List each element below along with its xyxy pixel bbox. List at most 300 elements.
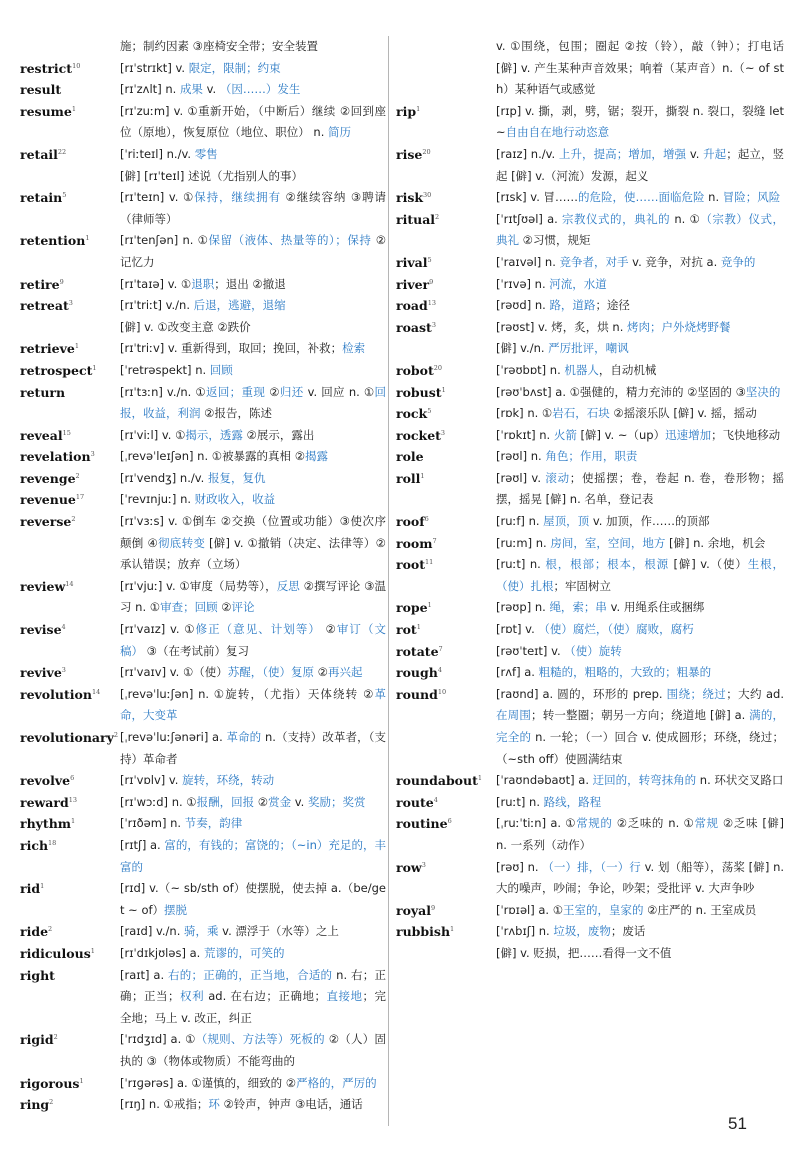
headword-text: revelation bbox=[20, 449, 91, 465]
definition bbox=[120, 274, 386, 296]
definition bbox=[120, 36, 386, 58]
headword bbox=[20, 360, 120, 382]
definition bbox=[496, 360, 784, 382]
highlighted-meaning: 自由自在地行动恣意 bbox=[505, 125, 610, 140]
definition-text: v. bbox=[686, 146, 704, 161]
frequency-count: 30 bbox=[423, 191, 432, 199]
highlighted-meaning: 反思 bbox=[276, 578, 300, 593]
definition-text: [ˌruːˈtiːn] a. ① bbox=[496, 816, 577, 831]
entry-revenge bbox=[20, 468, 386, 490]
definition bbox=[496, 533, 784, 555]
definition-text: [rɪˈtriːt] v./n. bbox=[120, 298, 194, 313]
definition bbox=[496, 252, 784, 274]
definition-text: [rɪˈstrɪkt] v. bbox=[120, 60, 189, 75]
definition bbox=[496, 792, 784, 814]
headword-text: ridiculous bbox=[20, 945, 91, 961]
highlighted-meaning: 革命，大变革 bbox=[120, 686, 386, 723]
definition bbox=[120, 1029, 386, 1072]
entry-rid bbox=[20, 878, 386, 921]
definition bbox=[120, 468, 386, 490]
definition-text: ②摇滚乐队 [僻] v. 摇，摇动 bbox=[609, 406, 757, 421]
highlighted-meaning: 苏醒，（使）复原 bbox=[227, 665, 315, 680]
entry-reward bbox=[20, 792, 386, 814]
definition bbox=[120, 360, 386, 382]
definition-text: n. bbox=[704, 190, 723, 205]
headword-text: reverse bbox=[20, 514, 72, 530]
headword-text: role bbox=[396, 449, 424, 465]
definition-text: [rɪˈteɪn] v. ① bbox=[120, 190, 195, 205]
definition-text: [rɪp] v. 撕，剥，劈，锯；裂开，撕裂 n. 裂口，裂缝 let~ bbox=[496, 103, 784, 140]
entry-robot bbox=[396, 360, 784, 382]
highlighted-meaning: 房间，室，空间，地方 bbox=[550, 535, 666, 550]
frequency-count: 1 bbox=[40, 882, 45, 890]
definition-text: v. ①围绕，包围；圈起 ②按（铃），敲（钟）；打电话 [僻] v. 产生某种声音效果；响着（某声音）n.（~ of sth）某种语气或感觉 bbox=[496, 39, 784, 97]
highlighted-meaning: 报酬，回报 bbox=[196, 794, 255, 809]
frequency-count: 14 bbox=[91, 687, 101, 696]
definition-text: [rɪˈtriːv] v. 重新得到，取回；挽回，补救； bbox=[120, 341, 343, 356]
highlighted-meaning: 修正（意见、计划等） bbox=[195, 622, 321, 637]
highlighted-meaning: 滚动 bbox=[545, 470, 570, 485]
headword-text: retreat bbox=[20, 298, 69, 314]
entry-rocket bbox=[396, 425, 784, 447]
definition bbox=[496, 403, 784, 425]
headword-text: root bbox=[396, 557, 426, 573]
definition bbox=[496, 684, 784, 770]
definition-text: v. bbox=[291, 794, 308, 809]
definition-text: ；转一整圈；朝另一方向；绕道地 [僻] a. bbox=[531, 708, 750, 723]
headword-text: retire bbox=[20, 276, 60, 292]
definition-text: ，自动机械 bbox=[598, 362, 657, 377]
entry-restrict bbox=[20, 58, 386, 80]
definition-text: [rɒt] v. bbox=[496, 622, 539, 637]
frequency-count: 4 bbox=[433, 795, 438, 804]
entry-role bbox=[396, 446, 784, 468]
definition bbox=[496, 900, 784, 922]
headword bbox=[20, 576, 120, 619]
frequency-count: 1 bbox=[74, 342, 79, 351]
frequency-count: 7 bbox=[432, 536, 437, 545]
frequency-count: 1 bbox=[71, 817, 76, 826]
headword bbox=[396, 857, 496, 900]
entry-rough bbox=[396, 662, 784, 684]
definition-text: n. 环状交叉路口 bbox=[696, 773, 784, 788]
highlighted-meaning: 零售 bbox=[194, 146, 218, 161]
frequency-count: 5 bbox=[427, 255, 432, 264]
headword-text: rocket bbox=[396, 427, 441, 443]
definition bbox=[496, 425, 784, 447]
headword-text: rhythm bbox=[20, 816, 72, 832]
frequency-count: 1 bbox=[90, 946, 95, 955]
headword bbox=[396, 900, 496, 922]
entry-revelation bbox=[20, 446, 386, 468]
definition-text: [raɪz] n./v. bbox=[496, 146, 559, 161]
definition-text: ②记忆力 bbox=[120, 233, 387, 269]
headword-text: rot bbox=[396, 622, 417, 638]
headword-text: retention bbox=[20, 233, 86, 249]
headword bbox=[20, 662, 120, 684]
definition-text: ad. 在右边；正确地； bbox=[204, 989, 326, 1004]
entry-robust bbox=[396, 382, 784, 404]
definition-text: [ruːm] n. bbox=[496, 535, 551, 550]
entry-round bbox=[396, 684, 784, 770]
definition-text: [rəʊ] n. bbox=[496, 859, 543, 874]
definition-text: [ˈrʌbɪʃ] n. bbox=[496, 924, 554, 939]
definition-text: ；废话 bbox=[610, 924, 646, 939]
headword-text: rope bbox=[396, 600, 428, 616]
highlighted-meaning: 财政收入，收益 bbox=[194, 492, 276, 507]
headword bbox=[20, 835, 120, 878]
entry-rhythm bbox=[20, 813, 386, 835]
definition-text: [ˈrɪdʒɪd] a. ① bbox=[120, 1032, 196, 1047]
headword bbox=[20, 425, 120, 447]
headword bbox=[20, 144, 120, 187]
highlighted-meaning: 后退，逃避，退缩 bbox=[193, 298, 286, 313]
definition-text: ②（人）固执的 ③（物体或物质）不能弯曲的 bbox=[120, 1032, 387, 1068]
definition bbox=[496, 597, 784, 619]
highlighted-meaning: 岩石，石块 bbox=[552, 406, 610, 421]
headword-text: roast bbox=[396, 319, 432, 335]
headword-text: restrict bbox=[20, 60, 73, 76]
definition bbox=[120, 101, 386, 144]
headword bbox=[396, 187, 496, 209]
entry-retrieve bbox=[20, 338, 386, 360]
definition-text: 施；制约因素 ③座椅安全带；安全装置 bbox=[120, 39, 318, 53]
headword-text: resume bbox=[20, 103, 72, 119]
highlighted-meaning: 路线，路程 bbox=[543, 794, 602, 809]
highlighted-meaning: 富的，有钱的；富饶的；（~in）充足的，丰富的 bbox=[120, 837, 386, 874]
headword-text: river bbox=[396, 276, 430, 292]
entry-risk bbox=[396, 187, 784, 209]
headword bbox=[20, 58, 120, 80]
headword bbox=[396, 619, 496, 641]
headword-text: routine bbox=[396, 816, 448, 832]
definition-text: [rɪˈtenʃən] n. ① bbox=[120, 233, 209, 248]
definition bbox=[120, 1073, 386, 1095]
highlighted-meaning: 严格的，严厉的 bbox=[296, 1075, 377, 1090]
definition bbox=[120, 684, 386, 727]
entry-rope bbox=[396, 597, 784, 619]
frequency-count: 2 bbox=[48, 925, 53, 934]
definition-text: v. 竞争，对抗 a. bbox=[628, 254, 721, 269]
headword-text: review bbox=[20, 578, 66, 594]
entry-reverse bbox=[20, 511, 386, 576]
headword-text: rigid bbox=[20, 1032, 54, 1048]
definition bbox=[120, 382, 386, 425]
definition-text: [rɪˈzʌlt] n. bbox=[120, 82, 180, 97]
highlighted-meaning: 在周围 bbox=[496, 708, 532, 723]
highlighted-meaning: 保留（液体、热量等的）；保持 bbox=[208, 233, 372, 248]
entry-road bbox=[396, 295, 784, 317]
frequency-count: 20 bbox=[422, 147, 431, 156]
entry-revolutionary bbox=[20, 727, 386, 770]
definition-text: [rɪˈwɔːd] n. ① bbox=[120, 794, 197, 809]
definition bbox=[120, 230, 386, 273]
entry-ride bbox=[20, 921, 386, 943]
highlighted-meaning: 回报，收益，利润 bbox=[120, 384, 386, 421]
headword-text: rotate bbox=[396, 643, 439, 659]
frequency-count: 14 bbox=[65, 579, 74, 588]
entry-root bbox=[396, 554, 784, 597]
highlighted-meaning: 节奏，韵律 bbox=[184, 816, 243, 831]
frequency-count: 3 bbox=[431, 320, 436, 329]
entry-rock bbox=[396, 403, 784, 425]
definition-text: [rɪˈvendʒ] n./v. bbox=[120, 470, 208, 485]
frequency-count: 3 bbox=[90, 450, 95, 459]
highlighted-meaning: 报复，复仇 bbox=[207, 470, 266, 485]
definition-text: ②庄严的 n. 王室成员 bbox=[643, 902, 757, 917]
headword-text: ride bbox=[20, 924, 49, 940]
highlighted-meaning: 赏金 bbox=[268, 794, 292, 809]
definition-text: [rəʊˈbʌst] a. ①强健的，精力充沛的 ②坚固的 ③ bbox=[496, 384, 746, 399]
headword-text: rival bbox=[396, 254, 428, 270]
frequency-count: 7 bbox=[438, 644, 443, 653]
entry-roof bbox=[396, 511, 784, 533]
highlighted-meaning: 迅速增加 bbox=[665, 427, 712, 442]
headword bbox=[396, 641, 496, 663]
entry-retention bbox=[20, 230, 386, 273]
frequency-count: 10 bbox=[437, 687, 447, 696]
highlighted-meaning: 回顾 bbox=[209, 362, 233, 377]
headword bbox=[396, 274, 496, 296]
headword-text: rock bbox=[396, 406, 428, 422]
headword bbox=[20, 36, 120, 58]
definition-text: ② bbox=[217, 600, 232, 615]
definition-text: [ˈrɪðəm] n. bbox=[120, 816, 185, 831]
entry-roundabout bbox=[396, 770, 784, 792]
definition-text: [rɪˈvjuː] v. ①审度（局势等）， bbox=[120, 578, 277, 593]
frequency-count: 3 bbox=[440, 428, 446, 437]
definition bbox=[496, 36, 784, 101]
frequency-count: 9 bbox=[59, 277, 64, 286]
headword-text: reward bbox=[20, 794, 69, 810]
headword-text: robot bbox=[396, 362, 434, 378]
headword-text: ring bbox=[20, 1097, 50, 1113]
headword bbox=[20, 295, 120, 338]
frequency-count: 9 bbox=[429, 277, 434, 286]
headword-text: round bbox=[396, 686, 438, 702]
page-number: 51 bbox=[728, 1114, 747, 1133]
headword bbox=[396, 382, 496, 404]
frequency-count: 3 bbox=[68, 298, 73, 307]
frequency-count: 1 bbox=[416, 104, 421, 113]
definition bbox=[120, 770, 386, 792]
definition-text: [ˈrevɪnjuː] n. bbox=[120, 492, 195, 507]
highlighted-meaning: 粗糙的，粗略的，大致的；粗暴的 bbox=[538, 665, 712, 680]
definition-text: [ruːt] n. bbox=[496, 794, 544, 809]
frequency-count: 6 bbox=[70, 774, 75, 783]
highlighted-meaning: 角色；作用，职责 bbox=[545, 449, 638, 464]
definition-text: [rɒk] n. ① bbox=[496, 406, 553, 421]
headword-text: rid bbox=[20, 881, 41, 897]
frequency-count: 1 bbox=[450, 925, 455, 934]
entry-rich bbox=[20, 835, 386, 878]
entry-rival bbox=[396, 252, 784, 274]
entry-ritual bbox=[396, 209, 784, 252]
headword bbox=[20, 187, 120, 230]
highlighted-meaning: 检索 bbox=[342, 341, 366, 356]
definition-text: [raɪt] a. bbox=[120, 967, 169, 982]
definition-text: [僻] v. ①改变主意 ②跌价 bbox=[120, 319, 251, 334]
definition-text: [僻] v.（使） bbox=[669, 557, 748, 572]
definition-text: [僻] v. 贬损，把……看得一文不值 bbox=[496, 945, 672, 960]
definition-text: [rɪˈvɒlv] v. bbox=[120, 773, 183, 788]
headword bbox=[20, 921, 120, 943]
definition-text: ；途径 bbox=[595, 298, 630, 313]
frequency-count: 6 bbox=[447, 817, 452, 826]
highlighted-meaning: （因……）发生 bbox=[219, 82, 301, 97]
frequency-count: 3 bbox=[421, 860, 426, 869]
frequency-count: 2 bbox=[49, 1097, 54, 1106]
definition-text: [rɪd] v.（~ sb/sth of）使摆脱，使去掉 a.（be/get ~ of） bbox=[120, 881, 386, 917]
definition-text: ②铃声，钟声 ③电话，通话 bbox=[219, 1097, 363, 1112]
definition bbox=[120, 187, 386, 230]
definition-text: [僻] v./n. bbox=[496, 341, 549, 356]
frequency-count: 18 bbox=[48, 838, 57, 847]
headword bbox=[396, 792, 496, 814]
highlighted-meaning: （宗教）仪式，典礼 bbox=[496, 211, 784, 248]
definition bbox=[496, 446, 784, 468]
definition bbox=[120, 425, 386, 447]
entry-rigorous bbox=[20, 1073, 386, 1095]
headword bbox=[396, 662, 496, 684]
definition-text: [ˈriːteɪl] n./v. bbox=[120, 146, 195, 161]
highlighted-meaning: 迂回的，转弯抹角的 bbox=[592, 773, 697, 788]
left-column bbox=[20, 36, 386, 1116]
highlighted-meaning: 再兴起 bbox=[327, 665, 363, 680]
definition-text: ；退出 ②撤退 bbox=[214, 276, 286, 291]
entry-right bbox=[20, 965, 386, 1030]
definition-text: [ˈrɪvə] n. bbox=[496, 276, 550, 291]
definition bbox=[120, 144, 386, 187]
definition-text: [僻] v. ~（up） bbox=[576, 427, 666, 442]
definition-text: [rɪˈvaɪz] v. ① bbox=[120, 622, 196, 637]
definition-text: [rəʊd] n. bbox=[496, 298, 550, 313]
definition bbox=[496, 382, 784, 404]
entry-continuation bbox=[396, 36, 784, 101]
headword bbox=[20, 1073, 120, 1095]
headword-text: roundabout bbox=[396, 773, 478, 789]
definition-text: [ˈraʊndəbaʊt] a. bbox=[496, 773, 593, 788]
headword bbox=[20, 511, 120, 576]
definition-text: [rɪˈtaɪə] v. ① bbox=[120, 276, 192, 291]
entry-route bbox=[396, 792, 784, 814]
headword-text: risk bbox=[396, 190, 424, 206]
highlighted-meaning: （使）旋转 bbox=[564, 643, 622, 658]
highlighted-meaning: 摆脱 bbox=[164, 902, 188, 917]
definition-text: ；起立，竖起 [僻] v.（河流）发源，起义 bbox=[496, 146, 785, 183]
frequency-count: 9 bbox=[431, 903, 436, 912]
headword-text: rip bbox=[396, 103, 417, 119]
definition bbox=[120, 662, 386, 684]
definition bbox=[120, 338, 386, 360]
definition bbox=[496, 857, 784, 900]
headword bbox=[20, 382, 120, 425]
frequency-count: 17 bbox=[75, 493, 85, 502]
definition bbox=[120, 943, 386, 965]
definition bbox=[120, 878, 386, 921]
headword bbox=[20, 338, 120, 360]
definition-text: ；大约 ad. bbox=[726, 686, 784, 701]
definition-text: [ˈretrəspekt] n. bbox=[120, 362, 210, 377]
highlighted-meaning: 荒谬的，可笑的 bbox=[203, 945, 285, 960]
definition-text: ② bbox=[254, 794, 269, 809]
highlighted-meaning: 评论 bbox=[231, 600, 255, 615]
definition-text: ；完全地；马上 v. 改正，纠正 bbox=[120, 989, 387, 1025]
headword bbox=[396, 317, 496, 360]
headword bbox=[396, 446, 496, 468]
entry-return bbox=[20, 382, 386, 425]
headword bbox=[396, 597, 496, 619]
definition-text: [raʊnd] a. 圆的，环形的 prep. bbox=[496, 686, 667, 701]
entry-ridiculous bbox=[20, 943, 386, 965]
frequency-count: 1 bbox=[441, 385, 446, 394]
headword bbox=[20, 770, 120, 792]
definition bbox=[120, 576, 386, 619]
highlighted-meaning: 常规的 bbox=[576, 816, 613, 831]
definition-text: ② bbox=[320, 622, 337, 637]
headword bbox=[20, 813, 120, 835]
definition-text: [rɪsk] v. 冒…… bbox=[496, 190, 579, 205]
definition bbox=[496, 554, 784, 597]
headword bbox=[20, 101, 120, 144]
entry-rise bbox=[396, 144, 784, 187]
entry-retain bbox=[20, 187, 386, 230]
definition-text: [僻] [rɪˈteɪl] 述说（尤指别人的事） bbox=[120, 168, 303, 183]
definition-text: [rɪˈdɪkjʊləs] a. bbox=[120, 945, 204, 960]
frequency-count: 15 bbox=[62, 428, 71, 437]
definition-text: [rəʊp] n. bbox=[496, 600, 550, 615]
definition-text: v. 漂浮于（水等）之上 bbox=[218, 924, 339, 939]
headword bbox=[20, 468, 120, 490]
headword bbox=[20, 1029, 120, 1072]
highlighted-meaning: 革命的 bbox=[226, 730, 262, 744]
highlighted-meaning: 骑，乘 bbox=[184, 924, 219, 939]
frequency-count: 13 bbox=[68, 795, 78, 804]
highlighted-meaning: 坚决的 bbox=[745, 384, 781, 399]
headword-text: revive bbox=[20, 665, 62, 681]
definition-text: [ruːf] n. bbox=[496, 514, 544, 529]
highlighted-meaning: 宗教仪式的，典礼的 bbox=[561, 211, 671, 226]
headword bbox=[396, 511, 496, 533]
highlighted-meaning: 冒险；风险 bbox=[722, 190, 781, 205]
headword-text: return bbox=[20, 384, 66, 400]
headword-text: rough bbox=[396, 665, 438, 681]
entry-reveal bbox=[20, 425, 386, 447]
headword bbox=[396, 468, 496, 511]
definition-text: [rəʊl] v. bbox=[496, 470, 546, 485]
highlighted-meaning: 环 bbox=[208, 1097, 220, 1112]
definition-text: [ˈraɪvəl] n. bbox=[496, 254, 560, 269]
definition-text: [rəʊst] v. 烤，炙，烘 n. bbox=[496, 319, 628, 334]
headword bbox=[20, 878, 120, 921]
frequency-count: 5 bbox=[427, 406, 432, 415]
headword bbox=[396, 425, 496, 447]
frequency-count: 11 bbox=[425, 558, 434, 567]
definition-text: [ˌrevəˈluːʃənəri] a. bbox=[120, 730, 227, 744]
frequency-count: 10 bbox=[72, 61, 81, 70]
definition-text: ②乏味 [僻] n. 一系列（动作） bbox=[496, 816, 785, 852]
definition bbox=[120, 79, 386, 101]
highlighted-meaning: 根，根部；根本，根源 bbox=[545, 557, 669, 572]
definition bbox=[120, 727, 386, 770]
frequency-count: 1 bbox=[79, 1076, 84, 1085]
headword-text: reveal bbox=[20, 427, 63, 443]
highlighted-meaning: 垃圾，废物 bbox=[553, 924, 611, 939]
entry-retail bbox=[20, 144, 386, 187]
entry-rip bbox=[396, 101, 784, 144]
highlighted-meaning: 竞争者，对手 bbox=[559, 254, 629, 269]
headword bbox=[396, 252, 496, 274]
